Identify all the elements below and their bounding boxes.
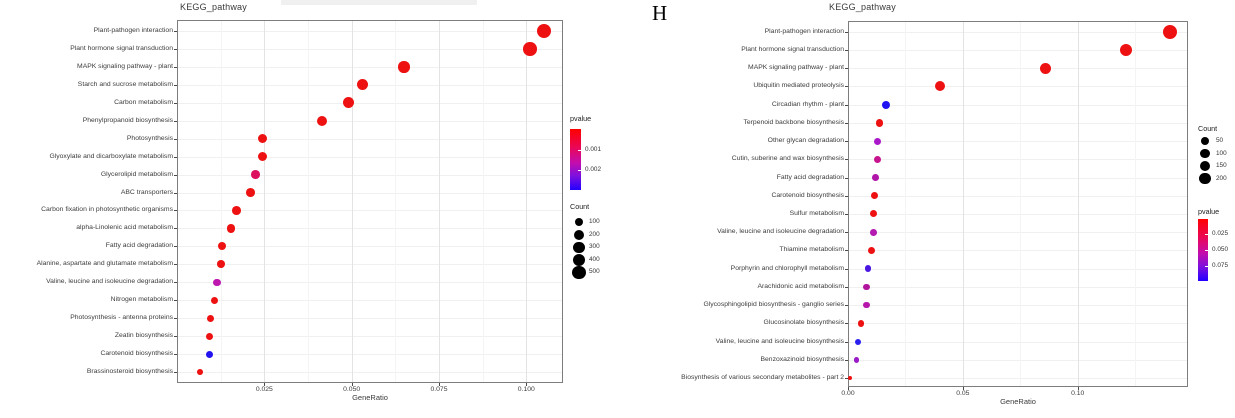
category-label: Photosynthesis - antenna proteins [70, 314, 173, 322]
category-label: Fatty acid degradation [776, 173, 844, 181]
y-tick [845, 214, 848, 215]
y-tick [174, 103, 177, 104]
data-point [232, 206, 241, 215]
y-tick [845, 305, 848, 306]
data-point [874, 138, 881, 145]
minor-gridline [395, 21, 396, 382]
pvalue-bar-tick [578, 170, 581, 171]
row-gridline [849, 342, 1187, 343]
category-label: ABC transporters [120, 188, 173, 196]
data-point [317, 116, 327, 126]
count-legend-label: 150 [1216, 162, 1227, 170]
category-label: Glyoxylate and dicarboxylate metabolism [49, 152, 173, 160]
y-tick [174, 157, 177, 158]
category-label: Carbon fixation in photosynthetic organisms [41, 206, 173, 214]
row-gridline [849, 287, 1187, 288]
pvalue-legend-title: pvalue [570, 114, 592, 123]
count-legend-circle [1200, 161, 1211, 172]
row-gridline [178, 246, 562, 247]
row-gridline [178, 354, 562, 355]
count-legend-circle [1200, 149, 1210, 159]
data-point [217, 260, 225, 268]
major-gridline [264, 21, 265, 382]
y-tick [174, 67, 177, 68]
pvalue-tick-label: 0.002 [585, 166, 601, 174]
category-label: Carotenoid biosynthesis [100, 350, 173, 358]
y-tick [845, 250, 848, 251]
count-legend-circle [572, 266, 586, 280]
y-tick [174, 336, 177, 337]
row-gridline [849, 378, 1187, 379]
y-tick [174, 31, 177, 32]
category-label: Photosynthesis [126, 134, 173, 142]
y-tick [174, 139, 177, 140]
category-label: Plant-pathogen interaction [764, 27, 844, 35]
count-legend-label: 400 [589, 255, 600, 263]
data-point [343, 97, 354, 108]
y-tick [174, 354, 177, 355]
left-x-axis-label: GeneRatio [352, 393, 388, 402]
x-tick-label: 0.100 [517, 386, 535, 393]
y-tick [174, 210, 177, 211]
y-tick [174, 49, 177, 50]
data-point [211, 297, 218, 304]
y-tick [845, 287, 848, 288]
count-legend-circle [1199, 173, 1210, 184]
y-tick [174, 246, 177, 247]
data-point [858, 320, 864, 326]
minor-gridline [483, 21, 484, 382]
data-point [874, 156, 881, 163]
panel-label: H [652, 1, 668, 25]
y-tick [845, 178, 848, 179]
category-label: alpha-Linolenic acid metabolism [76, 224, 173, 232]
category-label: Nitrogen metabolism [110, 296, 173, 304]
minor-gridline [221, 21, 222, 382]
row-gridline [849, 159, 1187, 160]
data-point [398, 61, 409, 72]
row-gridline [178, 282, 562, 283]
y-tick [174, 264, 177, 265]
row-gridline [178, 300, 562, 301]
pvalue-legend-title: pvalue [1198, 207, 1220, 216]
y-tick [845, 123, 848, 124]
row-gridline [849, 50, 1187, 51]
category-label: Benzoxazinoid biosynthesis [760, 355, 844, 363]
row-gridline [849, 269, 1187, 270]
y-tick [174, 228, 177, 229]
row-gridline [178, 175, 562, 176]
y-tick [845, 323, 848, 324]
count-legend-title: Count [570, 202, 590, 211]
x-tick-label: 0.05 [956, 390, 970, 397]
row-gridline [849, 123, 1187, 124]
y-tick [845, 269, 848, 270]
x-tick-label: 0.10 [1071, 390, 1085, 397]
count-legend-circle [574, 230, 584, 240]
count-legend-title: Count [1198, 124, 1218, 133]
row-gridline [178, 103, 562, 104]
data-point [870, 229, 877, 236]
x-tick-label: 0.050 [343, 386, 361, 393]
category-label: Phenylpropanoid biosynthesis [82, 116, 173, 124]
count-legend-label: 100 [589, 218, 600, 225]
plot-panel [848, 21, 1188, 387]
data-point [246, 188, 255, 197]
data-point [206, 333, 213, 340]
y-tick [845, 360, 848, 361]
right-x-axis-label: GeneRatio [1000, 397, 1036, 406]
pvalue-tick-label: 0.001 [585, 145, 601, 153]
pvalue-tick-label: 0.075 [1212, 262, 1228, 270]
count-legend-label: 200 [589, 230, 600, 238]
category-label: Terpenoid backbone biosynthesis [743, 118, 844, 126]
pvalue-bar-tick [1205, 250, 1208, 251]
minor-gridline [308, 21, 309, 382]
data-point [523, 42, 536, 55]
category-label: Valine, leucine and isoleucine degradation [46, 278, 173, 286]
category-label: Carbon metabolism [114, 98, 173, 106]
minor-gridline [1135, 22, 1136, 386]
row-gridline [178, 264, 562, 265]
y-tick [174, 300, 177, 301]
y-tick [845, 105, 848, 106]
row-gridline [849, 32, 1187, 33]
y-tick [845, 196, 848, 197]
major-gridline [352, 21, 353, 382]
row-gridline [849, 141, 1187, 142]
y-tick [845, 68, 848, 69]
major-gridline [1078, 22, 1079, 386]
data-point [863, 302, 869, 308]
data-point [882, 101, 890, 109]
data-point [213, 279, 220, 286]
row-gridline [178, 336, 562, 337]
category-label: Plant hormone signal transduction [70, 44, 173, 52]
x-tick-label: 0.00 [841, 390, 855, 397]
major-gridline [439, 21, 440, 382]
data-point [863, 284, 869, 290]
count-legend-circle [575, 218, 584, 227]
row-gridline [178, 67, 562, 68]
category-label: Alanine, aspartate and glutamate metabolism [36, 260, 173, 268]
data-point [876, 119, 883, 126]
category-label: Glycerolipid metabolism [100, 170, 173, 178]
data-point [872, 174, 879, 181]
count-legend-label: 200 [1216, 174, 1227, 182]
plot-panel [177, 20, 563, 383]
category-label: Valine, leucine and isoleucine biosynthesis [715, 337, 844, 345]
row-gridline [849, 86, 1187, 87]
y-tick [174, 175, 177, 176]
data-point [206, 351, 213, 358]
y-tick [174, 282, 177, 283]
pvalue-tick-label: 0.025 [1212, 229, 1228, 237]
row-gridline [178, 318, 562, 319]
y-tick [845, 141, 848, 142]
row-gridline [849, 360, 1187, 361]
category-label: Porphyrin and chlorophyll metabolism [730, 264, 844, 272]
category-label: MAPK signaling pathway - plant [748, 64, 844, 72]
pvalue-tick-label: 0.050 [1212, 246, 1228, 253]
count-legend-label: 50 [1216, 137, 1224, 144]
row-gridline [178, 31, 562, 32]
row-gridline [178, 85, 562, 86]
category-label: Arachidonic acid metabolism [757, 282, 844, 290]
y-tick [174, 85, 177, 86]
data-point [357, 79, 368, 90]
category-label: Cutin, suberine and wax biosynthesis [731, 155, 844, 163]
y-tick [845, 159, 848, 160]
row-gridline [178, 372, 562, 373]
count-legend-label: 300 [589, 243, 600, 251]
data-point [868, 247, 875, 254]
row-gridline [178, 228, 562, 229]
pvalue-bar-tick [578, 150, 581, 151]
row-gridline [849, 323, 1187, 324]
row-gridline [178, 193, 562, 194]
row-gridline [849, 105, 1187, 106]
x-tick-label: 0.025 [255, 386, 273, 393]
minor-gridline [905, 22, 906, 386]
count-legend-circle [573, 254, 585, 266]
category-label: Glucosinolate biosynthesis [763, 319, 844, 327]
category-label: Starch and sucrose metabolism [77, 80, 173, 88]
y-tick [174, 318, 177, 319]
data-point [197, 369, 203, 375]
category-label: Sulfur metabolism [789, 209, 844, 217]
y-tick [845, 342, 848, 343]
y-tick [845, 232, 848, 233]
pvalue-bar-tick [1205, 266, 1208, 267]
data-point [251, 170, 260, 179]
row-gridline [849, 196, 1187, 197]
category-label: Valine, leucine and isoleucine degradation [717, 228, 844, 236]
x-tick-label: 0.075 [430, 386, 448, 393]
row-gridline [178, 49, 562, 50]
row-gridline [849, 232, 1187, 233]
left-chart-title: KEGG_pathway [180, 2, 247, 12]
row-gridline [178, 121, 562, 122]
category-label: Zeatin biosynthesis [114, 332, 173, 340]
count-legend-label: 500 [589, 268, 600, 276]
category-label: MAPK signaling pathway - plant [77, 62, 173, 70]
y-tick [845, 86, 848, 87]
data-point [537, 24, 551, 38]
pvalue-gradient-bar [570, 129, 581, 190]
y-tick [174, 372, 177, 373]
pvalue-bar-tick [1205, 234, 1208, 235]
minor-gridline [1020, 22, 1021, 386]
right-chart-title: KEGG_pathway [829, 2, 896, 12]
count-legend-label: 100 [1216, 149, 1227, 157]
category-label: Circadian rhythm - plant [771, 100, 844, 108]
data-point [227, 224, 235, 232]
major-gridline [963, 22, 964, 386]
count-legend-circle [573, 242, 584, 253]
category-label: Fatty acid degradation [105, 242, 173, 250]
row-gridline [849, 250, 1187, 251]
data-point [1040, 63, 1051, 74]
category-label: Other glycan degradation [767, 137, 844, 145]
y-tick [174, 121, 177, 122]
y-tick [845, 50, 848, 51]
data-point [1163, 25, 1177, 39]
y-tick [174, 193, 177, 194]
count-legend-circle [1201, 137, 1210, 146]
row-gridline [178, 157, 562, 158]
row-gridline [849, 178, 1187, 179]
major-gridline [526, 21, 527, 382]
category-label: Plant-pathogen interaction [93, 27, 173, 34]
category-label: Brassinosteroid biosynthesis [86, 368, 173, 375]
category-label: Carotenoid biosynthesis [771, 191, 844, 199]
row-gridline [849, 305, 1187, 306]
row-gridline [178, 139, 562, 140]
y-tick [845, 32, 848, 33]
row-gridline [849, 214, 1187, 215]
row-gridline [849, 68, 1187, 69]
category-label: Thiamine metabolism [779, 246, 844, 254]
category-label: Ubiquitin mediated proteolysis [753, 82, 844, 90]
data-point [207, 315, 214, 322]
category-label: Glycosphingolipid biosynthesis - ganglio series [703, 301, 844, 309]
category-label: Plant hormone signal transduction [741, 45, 844, 53]
data-point [855, 339, 861, 345]
data-point [854, 357, 860, 363]
category-label: Biosynthesis of various secondary metabolites - part 2 [681, 374, 844, 381]
